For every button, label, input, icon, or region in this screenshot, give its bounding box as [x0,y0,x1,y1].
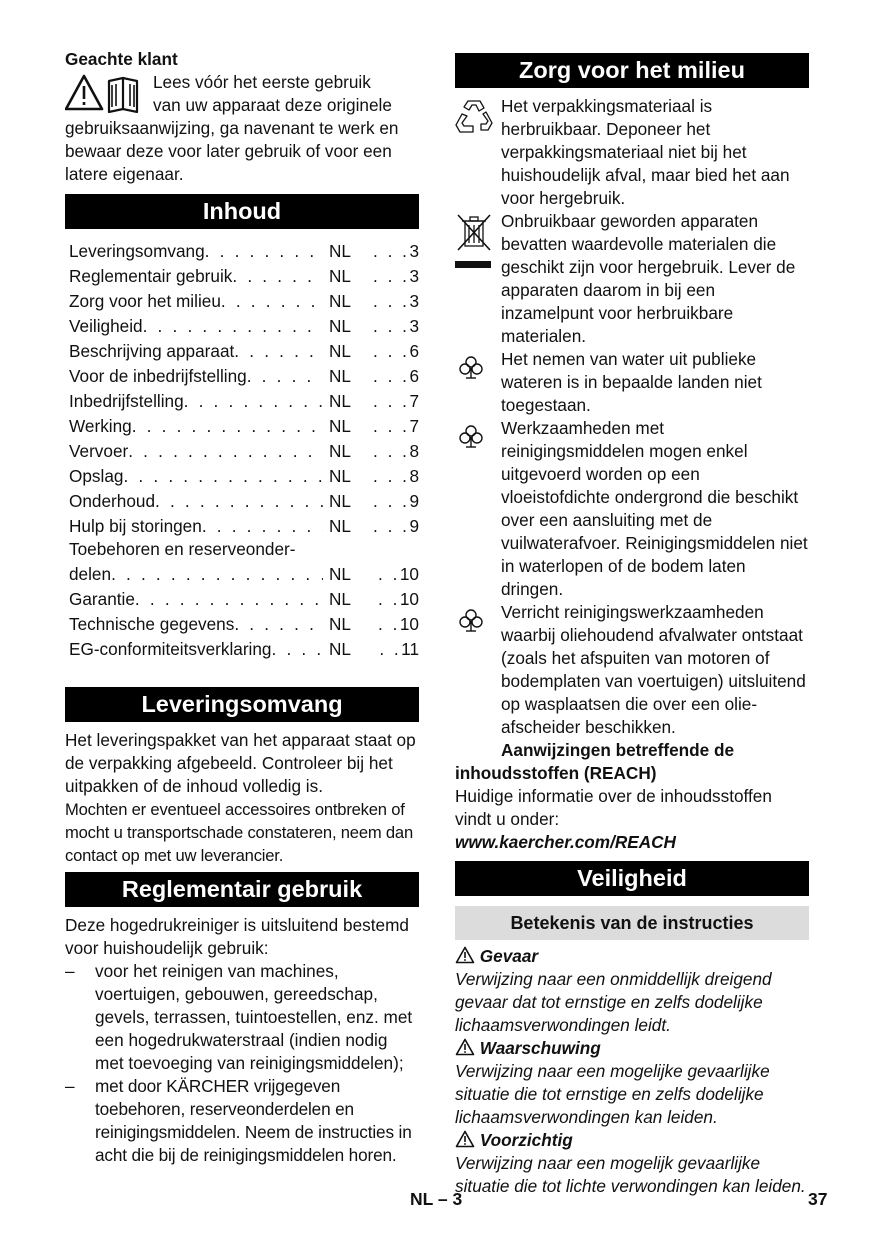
environment-text-2: Werkzaamheden met reinigingsmiddelen mogen enkel uitgevoerd worden op een vloeistofdichte ondergrond die beschikt over een aansluiting met de vuilwaterafvoer. Reinigingsmiddelen niet in waterlopen of de bodem laten dringen. [501,418,808,599]
use-bullet-2: met door KÄRCHER vrijgegeven toebehoren, reserveonderdelen en reinigingsmiddelen. Neem de instructies in acht die bij de reinigingsmiddelen horen. [95,1076,412,1165]
safety-level-waarschuwing [455,1037,809,1129]
toc-entry-title: Werking [69,416,132,436]
recycle-item [455,95,809,210]
warning-triangle-icon [455,1038,475,1056]
toc-entry-page [371,314,419,339]
environment-leaf-icon [456,423,486,451]
environment-item [455,348,809,417]
toc-entry-language: NL [329,341,351,361]
toc-page-dots: . . . [373,366,410,386]
toc-page-dots: . . . [373,516,410,536]
safety-text: Verwijzing naar een onmiddellijk dreigend gevaar dat tot ernstige en zelfs dodelijke lichaamsverwondingen leidt. [455,969,772,1035]
reach-heading: Aanwijzingen betreffende de inhoudsstoffen (REACH) [455,740,735,783]
toc-page-dots: . . . [373,341,410,361]
toc-page-number: 6 [409,341,419,361]
use-heading: Reglementair gebruik [65,872,419,907]
toc-entry[interactable] [69,414,419,439]
toc-page-dots: . . . [373,416,410,436]
warning-triangle-icon [455,1130,475,1148]
toc-page-number: 10 [399,589,419,609]
safety-label: Gevaar [479,946,539,966]
toc-page-number: 3 [409,241,419,261]
toc-entry-page [371,289,419,314]
safety-label: Waarschuwing [479,1038,601,1058]
delivery-text-2: Mochten er eventueel accessoires ontbreken of mocht u transportschade constateren, neem dan contact op met uw leverancier. [65,800,413,865]
safety-heading: Veiligheid [455,861,809,896]
environment-leaf-icon [456,607,486,635]
toc-entry[interactable] [69,264,419,289]
toc-page-dots: . . . [373,291,410,311]
intro-first-lines [65,71,419,117]
toc-page-dots: . . . [373,466,410,486]
toc-entry-title: Toebehoren en reserveonder- [69,539,296,559]
toc-leader-dots [135,587,323,612]
environment-item [455,601,809,739]
toc-leader-dots [221,289,323,314]
list-item [65,1075,419,1167]
toc-leader-dots [234,612,323,637]
intro-line-1: Lees vóór het eerste gebruik [153,72,371,92]
toc-page-number: 9 [409,491,419,511]
toc-page-number: 11 [401,639,419,659]
toc-leader-dots [184,389,323,414]
toc-page-number: 7 [409,416,419,436]
toc-leader-dots [247,364,323,389]
delivery-text: Het leveringspakket van het apparaat staat op de verpakking afgebeeld. Controleer bij het uitpakken of de inhoud volledig is. [65,730,416,796]
toc-entry[interactable] [69,587,419,612]
toc-entry-title: Technische gegevens [69,614,235,634]
toc-page-dots: . . . [373,391,410,411]
environment-leaf-icon [456,354,486,382]
reach-link[interactable]: www.kaercher.com/REACH [455,832,676,852]
toc-entry-title: Reglementair gebruik [69,266,233,286]
toc-entry[interactable] [69,464,419,489]
toc-page-dots: . . . [373,241,410,261]
toc-page-number: 3 [409,316,419,336]
safety-text: Verwijzing naar een mogelijk gevaarlijke situatie die tot lichte verwondingen kan leiden. [455,1153,806,1196]
toc-leader-dots [123,464,323,489]
toc-page-dots: . . . [373,266,410,286]
toc-entry-language: NL [329,516,351,536]
reach-text: Huidige informatie over de inhoudsstoffen vindt u onder: [455,786,772,829]
recycle-icon [455,97,493,137]
toc-entry-title: Beschrijving apparaat [69,341,235,361]
toc-entry-language: NL [329,491,351,511]
toc-page-dots: . . [378,614,400,634]
toc-entry-language: NL [329,589,351,609]
toc-entry-page [371,389,419,414]
toc-page-number: 8 [409,441,419,461]
toc-entry-page [371,239,419,264]
toc-entry-language: NL [329,614,351,634]
toc-page-dots: . . [379,639,402,659]
toc-entry-language: NL [329,639,351,659]
toc-entry[interactable] [69,637,419,662]
toc-entry-language: NL [329,316,351,336]
toc-entry-page [371,514,419,539]
weee-item [455,210,809,348]
safety-text: Verwijzing naar een mogelijke gevaarlijke situatie die tot ernstige en zelfs dodelijke lichaamsverwondingen kan leiden. [455,1061,770,1127]
toc-leader-dots [128,439,323,464]
safety-level-voorzichtig [455,1129,809,1198]
toc-entry-title: Onderhoud [69,491,156,511]
toc-entry-title: Hulp bij storingen [69,516,202,536]
toc-entry-page [371,339,419,364]
toc-entry-title: Veiligheid [69,316,143,336]
toc-leader-dots [143,314,323,339]
safety-level-gevaar [455,945,809,1037]
toc-entry-page [371,439,419,464]
toc-leader-dots [234,339,323,364]
warning-manual-icon [65,73,147,113]
toc-page-number: 10 [399,564,419,584]
dash-marker: – [65,961,75,981]
toc-entry-language: NL [329,391,351,411]
toc-page-dots: . . [378,589,400,609]
toc-entry-page [371,364,419,389]
toc-entry-page [371,562,419,587]
toc-entry[interactable] [69,539,419,587]
toc-entry-page [371,414,419,439]
environment-item [455,417,809,601]
toc-leader-dots [272,637,324,662]
toc-entry[interactable] [69,389,419,414]
safety-subheading: Betekenis van de instructies [455,906,809,940]
toc-entry-page [371,637,419,662]
intro-line-2: van uw apparaat deze originele [153,95,392,115]
toc-entry-title: EG-conformiteitsverklaring [69,639,272,659]
toc-entry-title: Voor de inbedrijfstelling [69,366,247,386]
environment-text-3: Verricht reinigingswerkzaamheden waarbij oliehoudend afvalwater ontstaat (zoals het afspuiten van motoren of bodemplaten van voertuigen) uitsluitend op wasplaatsen die over een olie-afscheider beschikken. [501,602,806,737]
recycle-text: Het verpakkingsmateriaal is herbruikbaar. Deponeer het verpakkingsmateriaal niet bij het huishoudelijk afval, maar bied het aan voor hergebruik. [501,96,790,208]
toc-entry[interactable] [69,239,419,264]
use-text: Deze hogedrukreiniger is uitsluitend bestemd voor huishoudelijk gebruik: [65,915,409,958]
toc-entry[interactable] [69,364,419,389]
right-column [455,53,809,1198]
toc-heading: Inhoud [65,194,419,229]
warning-triangle-icon [455,946,475,964]
toc-entry-page [371,264,419,289]
left-column [65,48,419,1167]
toc-page-number: 3 [409,291,419,311]
toc-page-number: 8 [409,466,419,486]
delivery-heading: Leveringsomvang [65,687,419,722]
safety-label: Voorzichtig [479,1130,573,1150]
toc-leader-dots [155,489,323,514]
toc-entry-title: Leveringsomvang [69,241,205,261]
toc-page-dots: . . [378,564,400,584]
toc-entry[interactable] [69,439,419,464]
toc-entry-language: NL [329,466,351,486]
toc-entry[interactable] [69,514,419,539]
intro-text: gebruiksaanwijzing, ga navenant te werk en bewaar deze voor later gebruik of voor een latere eigenaar. [65,118,399,184]
toc-leader-dots [205,239,323,264]
list-item [65,960,419,1075]
toc-entry-language: NL [329,416,351,436]
footer-section: NL – 3 [410,1189,463,1209]
toc-entry-title: delen [69,564,112,584]
toc-entry-language: NL [329,266,351,286]
environment-heading: Zorg voor het milieu [455,53,809,88]
use-bullet-1: voor het reinigen van machines, voertuigen, gebouwen, gereedschap, gevels, terrassen, tuintoestellen, enz. met een hogedrukwaterstraal (indien nodig met toevoeging van reinigingsmiddelen); [95,961,413,1073]
toc-leader-dots [111,562,323,587]
toc-entry[interactable] [69,339,419,364]
toc-page-number: 3 [409,266,419,286]
toc-entry-title: Opslag [69,466,124,486]
toc-entry[interactable] [69,612,419,637]
toc-page-number: 10 [399,614,419,634]
toc-page-number: 7 [409,391,419,411]
toc-page-dots: . . . [373,316,410,336]
environment-text-1: Het nemen van water uit publieke wateren is in bepaalde landen niet toegestaan. [501,349,762,415]
toc-entry-page [371,464,419,489]
toc-leader-dots [132,414,323,439]
table-of-contents [65,239,419,662]
toc-entry-page [371,489,419,514]
toc-page-number: 6 [409,366,419,386]
greeting-heading: Geachte klant [65,49,178,69]
toc-entry-page [371,612,419,637]
toc-page-dots: . . . [373,441,410,461]
toc-page-number: 9 [409,516,419,536]
toc-entry-title: Vervoer [69,441,129,461]
toc-page-dots: . . . [373,491,410,511]
toc-entry[interactable] [69,314,419,339]
toc-entry-language: NL [329,564,351,584]
toc-entry-language: NL [329,291,351,311]
dash-marker: – [65,1076,75,1096]
toc-entry-title: Inbedrijfstelling [69,391,184,411]
toc-entry-language: NL [329,441,351,461]
toc-entry-page [371,587,419,612]
toc-entry-title: Garantie [69,589,135,609]
footer-page-number: 37 [808,1189,828,1209]
toc-entry[interactable] [69,489,419,514]
toc-entry-language: NL [329,241,351,261]
toc-leader-dots [202,514,323,539]
toc-entry-language: NL [329,366,351,386]
weee-text: Onbruikbaar geworden apparaten bevatten waardevolle materialen die geschikt zijn voor hergebruik. Lever de apparaten daarom in bij een inzamelpunt voor herbruikbare materialen. [501,211,796,346]
toc-entry[interactable] [69,289,419,314]
toc-leader-dots [232,264,323,289]
crossed-bin-icon [455,212,493,274]
toc-entry-title: Zorg voor het milieu [69,291,221,311]
